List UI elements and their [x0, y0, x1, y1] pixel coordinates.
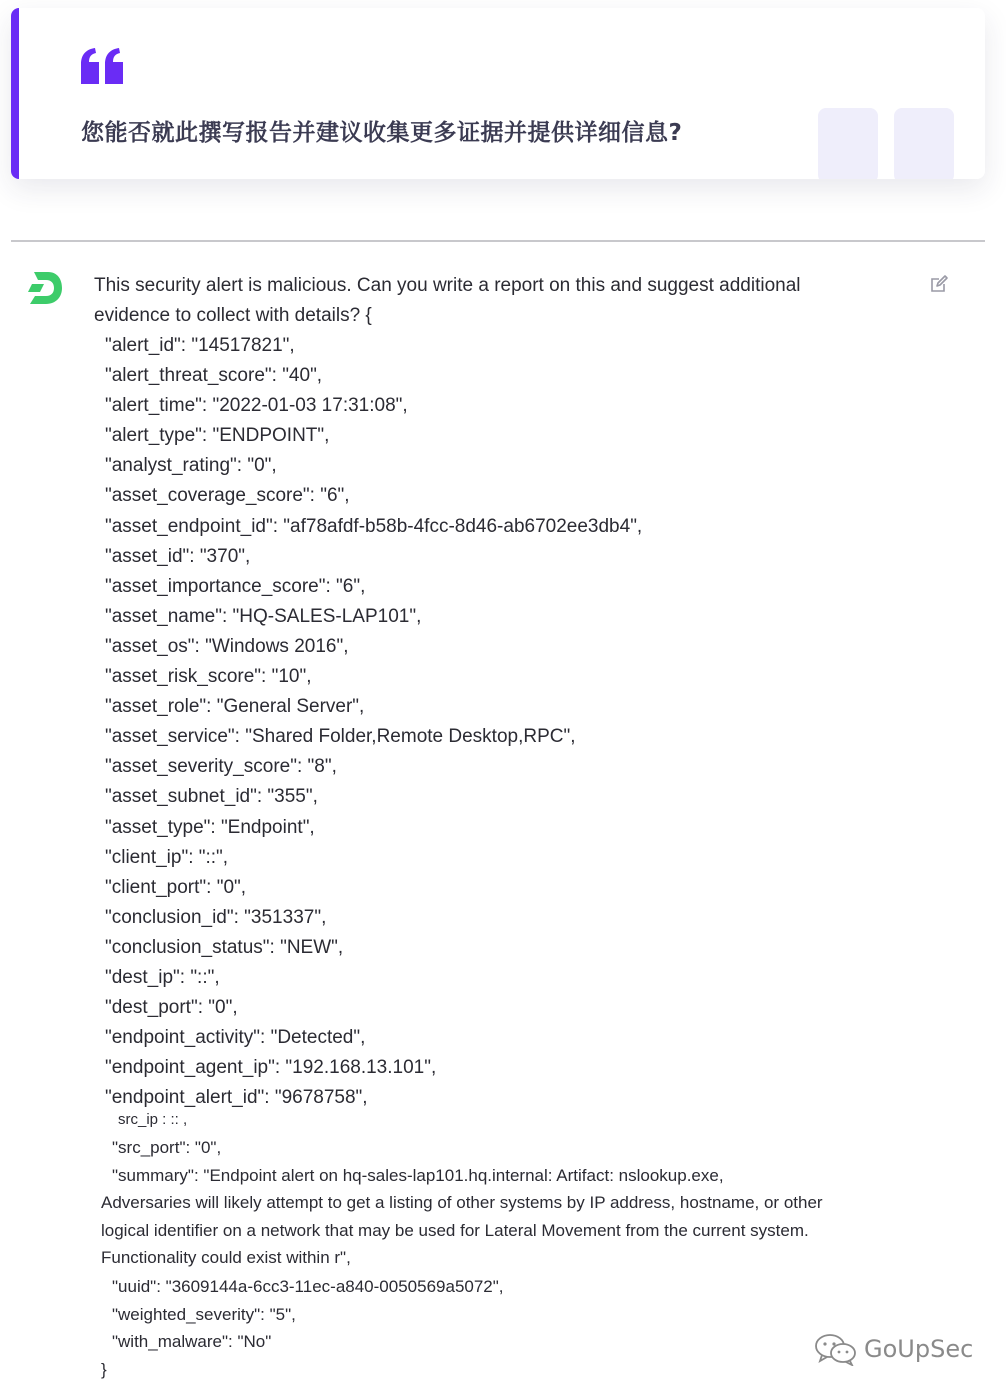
json-line: "endpoint_alert_id": "9678758",: [105, 1087, 368, 1109]
json-line: "asset_subnet_id": "355",: [105, 786, 318, 808]
json-line: "asset_role": "General Server",: [105, 696, 365, 718]
json-line: "asset_service": "Shared Folder,Remote Desktop,RPC",: [105, 726, 576, 748]
json-tail-lines: [112, 1134, 724, 1189]
quote-close-icon: [818, 108, 958, 179]
json-line: "conclusion_id": "351337",: [105, 906, 327, 928]
json-line: "alert_threat_score": "40",: [105, 365, 323, 387]
watermark: [814, 1332, 973, 1366]
json-cut-line: src_ip : :: ,: [118, 1111, 188, 1128]
json-line: "asset_importance_score": "6",: [105, 575, 366, 597]
json-line: "asset_type": "Endpoint",: [105, 816, 315, 838]
json-line: "endpoint_agent_ip": "192.168.13.101",: [105, 1057, 437, 1079]
wechat-icon: [814, 1332, 858, 1366]
json-line: "client_ip": "::",: [105, 846, 229, 868]
json-line: "weighted_severity": "5",: [112, 1304, 296, 1324]
quote-text: 您能否就此撰写报告并建议收集更多证据并提供详细信息?: [81, 120, 683, 146]
json-line: "alert_id": "14517821",: [105, 335, 295, 356]
json-line: "asset_endpoint_id": "af78afdf-b58b-4fcc-8d46-ab6702ee3db4",: [105, 515, 643, 537]
message-text: This security alert is malicious. Can you write a report on this and suggest additional evidence to collect with details? {: [94, 275, 801, 326]
json-line: "asset_name": "HQ-SALES-LAP101",: [105, 605, 422, 627]
json-line: "asset_severity_score": "8",: [105, 756, 337, 778]
edit-icon[interactable]: [929, 274, 949, 294]
quote-open-icon: [79, 48, 125, 86]
json-line: "endpoint_activity": "Detected",: [105, 1027, 366, 1049]
json-line: "alert_type": "ENDPOINT",: [105, 425, 330, 447]
json-lines: [105, 331, 642, 1113]
json-line: "client_port": "0",: [105, 876, 247, 898]
json-line: "conclusion_status": "NEW",: [105, 936, 344, 958]
json-line: "with_malware": "No": [112, 1332, 272, 1352]
json-line: "summary": "Endpoint alert on hq-sales-lap101.hq.internal: Artifact: nslookup.exe,: [112, 1165, 724, 1185]
json-line: "asset_id": "370",: [105, 545, 251, 567]
summary-continuation: Adversaries will likely attempt to get a listing of other systems by IP address, hostname, or other logical identifier on a network that may be used for Lateral Movement from the current system. Functionality could exist within r",: [101, 1193, 823, 1268]
json-line: "asset_os": "Windows 2016",: [105, 635, 349, 657]
json-line: "src_port": "0",: [112, 1138, 222, 1157]
json-line: "uuid": "3609144a-6cc3-11ec-a840-0050569a5072",: [112, 1277, 504, 1296]
json-line: "analyst_rating": "0",: [105, 455, 277, 477]
json-line: "dest_ip": "::",: [105, 966, 220, 988]
json-tail-lines-2: [112, 1273, 504, 1356]
watermark-text: GoUpSec: [864, 1335, 974, 1363]
d-logo-icon: [28, 270, 64, 306]
quote-card: [11, 8, 985, 179]
json-line: "asset_risk_score": "10",: [105, 666, 312, 688]
json-line: "asset_coverage_score": "6",: [105, 485, 350, 507]
close-brace: }: [101, 1360, 107, 1379]
divider: [11, 240, 985, 242]
json-line: "dest_port": "0",: [105, 997, 238, 1019]
json-line: "alert_time": "2022-01-03 17:31:08",: [105, 395, 408, 417]
